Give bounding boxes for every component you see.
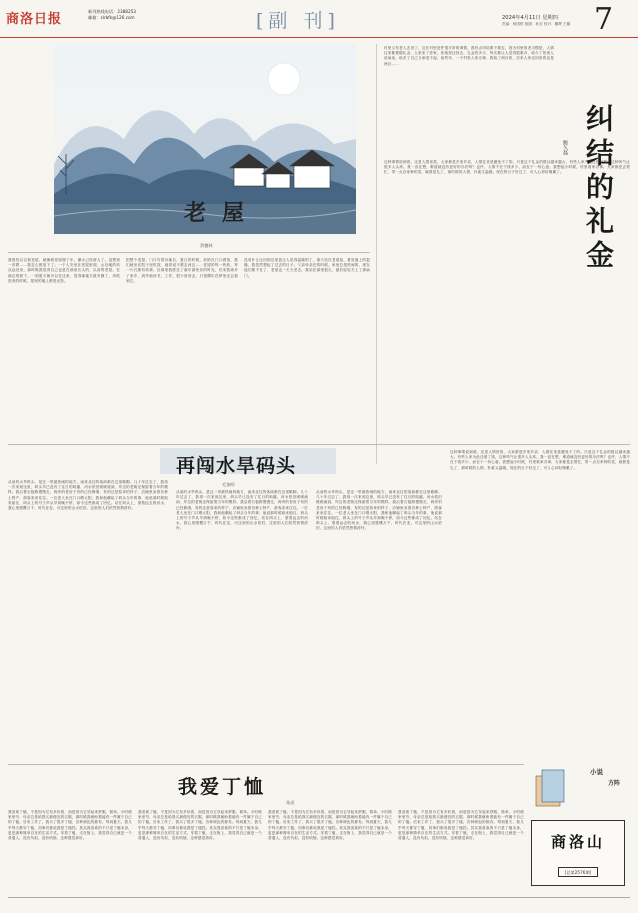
column-divider [376,44,377,464]
hotline-text: 新刊热线电话：2388253 [88,9,136,14]
article-title-old-house: 老屋 [184,200,261,226]
divider [8,252,370,253]
issue-date: 2024年4月11日 星期四 [502,15,558,21]
newspaper-logo: 商洛日报 [6,12,63,27]
article-body-wharf-col1: 从前的水旱码头，是这一带最热闹的地方，南来北往的客商都在这里歇脚。几十年过去了，我再一次来到这里，码头早已没有了往日的喧嚣，河水依旧缓缓流淌，岸边的老街还保留着当年的模样。我沿着石板路慢慢走，两旁的老房子有的已经修缮，有的还是原来的样子，店铺里卖着各种土特产，游客来来往往。一位老人坐在门口晒太阳，我和他聊起了码头当年的事，他说那时候船来船往，码头上的号子声从早到晚不停，如今这些都成了回忆。站在码头上，望着远去的河水，我心里感慨万千，时代在变，可这里的山水依旧，这里的人们依然热情淳朴。 [8,480,168,511]
article-author-gift: 鲍久磊 [562,140,568,155]
article-body-wharf-col3: 从前的水旱码头，是这一带最热闹的地方，南来北往的客商都在这里歇脚。几十年过去了，我再一次来到这里，码头早已没有了往日的喧嚣，河水依旧缓缓流淌，岸边的老街还保留着当年的模样。我沿着石板路慢慢走，两旁的老房子有的已经修缮，有的还是原来的样子，店铺里卖着各种土特产，游客来来往往。一位老人坐在门口晒太阳，我和他聊起了码头当年的事，他说那时候船来船往，码头上的号子声从早到晚不停，如今这些都成了回忆。站在码头上，望着远去的河水，我心里感慨万千，时代在变，可这里的山水依旧，这里的人们依然热情淳朴。 [316,490,442,531]
article-body-old-house-col1: 我曾经以自我老屋，就像树老屋理了年，潮水己经被大了。没想到一首歌……我怎么都放下了。一个人安坐在老屋里面，山谷地的风从远处来，那时候我觉得自己也是在那里长大的，以前的老屋，在那边的树下，一到夏天就可以在这里，觉得那地方最安静了，风吹进来的时候，屋里的墙上都是光影。 [8,258,120,283]
supplement-box [531,820,625,886]
header-contact [88,9,136,21]
article-body-tshirt-col2: 我喜欢丁恤，不是因为它有多好看，而是因为它穿起来舒服，简单。小时候家里穷，母亲总是给我买最便宜的衣服，那时候我就盼着能有一件属于自己的丁恤。后来工作了，我买了很多丁恤，各种颜色的都有。每到夏天，我几乎每天都穿丁恤，同事们都说我是丁恤控。其实我喜欢的不只是丁恤本身，更是那种简单自在的生活方式。穿着丁恤，走在街上，我觉得自己就是一个普通人，没有负担，没有烦恼，这种感觉真好。 [138,810,262,841]
article-body-gift-bottom: 这种事情说到底，还是人情世故，大家都是乡里乡亲，人情往来是避免不了的。只是这个礼金的数目越来越大，有些人家为此还借了钱，这种风气让很多人头疼。我一直在想，难道就没有更好的办法吗？也许，人情不在于钱多少，而在于一份心意。我想起小时候，村里谁家办事，大家都是去帮忙，带一点自家种的菜，就算是礼了，那时候的人情，朴素又温暖。现在的日子好过了，可人心却好像累了。 [384,160,630,175]
article-body-gift-top: 村里又有老人去世了，这在村里是件很平常的事情，我有点纠结要不要去，因为村里的老习惯是，人情往来都要随礼金，人家来了你家，你就得还回去。礼金的多少，每次都让人觉得很难办，给少了怕别人说闲话，给多了自己又承受不起。前些年，一个村里人家办事，我给了两百块，后来人家还回来的也是两百…… [384,46,554,66]
column-badge [530,762,630,814]
article-body-tshirt-col3: 我喜欢丁恤，不是因为它有多好看，而是因为它穿起来舒服，简单。小时候家里穷，母亲总是给我买最便宜的衣服，那时候我就盼着能有一件属于自己的丁恤。后来工作了，我买了很多丁恤，各种颜色的都有。每到夏天，我几乎每天都穿丁恤，同事们都说我是丁恤控。其实我喜欢的不只是丁恤本身，更是那种简单自在的生活方式。穿着丁恤，走在街上，我觉得自己就是一个普通人，没有负担，没有烦恼，这种感觉真好。 [268,810,392,841]
page-header [0,0,638,38]
article-body-wharf-col4: 这种事情说到底，还是人情世故，大家都是乡里乡亲，人情往来是避免不了的。只是这个礼金的数目越来越大，有些人家为此还借了钱，这种风气让很多人头疼。我一直在想，难道就没有更好的办法吗？也许，人情不在于钱多少，而在于一份心意。我想起小时候，村里谁家办事，大家都是去帮忙，带一点自家种的菜，就算是礼了，那时候的人情，朴素又温暖。现在的日子好过了，可人心却好像累了。 [450,450,630,470]
divider [8,444,630,445]
column-tag-line1: 小说 [590,768,603,776]
article-title-gift: 纠结的礼金 [582,104,615,274]
email-text: 邮箱：slrbfk@126.com [88,15,135,20]
article-author-tshirt: 朱虎 [286,800,295,805]
article-title-tshirt: 我爱丁恤 [178,776,267,798]
footer-rule [8,897,630,907]
article-body-old-house-col3: 没有什么比回到这里更让人觉得温暖的了，那天站在老屋前，看见墙上的裂缝，我忽然想起了过去的日子。父亲母亲在的时候，家里总是热闹的，现在他们都不在了，老屋也一天天老去。我站在那里很久，最后轻轻关上了那扇门。 [244,258,370,278]
article-author-old-house: 贺穗林 [200,243,213,248]
supplement-issue: [总第2576期] [558,867,598,877]
article-body-tshirt-col4: 我喜欢丁恤，不是因为它有多好看，而是因为它穿起来舒服，简单。小时候家里穷，母亲总是给我买最便宜的衣服，那时候我就盼着能有一件属于自己的丁恤。后来工作了，我买了很多丁恤，各种颜色的都有。每到夏天，我几乎每天都穿丁恤，同事们都说我是丁恤控。其实我喜欢的不只是丁恤本身，更是那种简单自在的生活方式。穿着丁恤，走在街上，我觉得自己就是一个普通人，没有负担，没有烦恼，这种感觉真好。 [398,810,524,841]
article-body-wharf-col2: 从前的水旱码头，是这一带最热闹的地方，南来北往的客商都在这里歇脚。几十年过去了，我再一次来到这里，码头早已没有了往日的喧嚣，河水依旧缓缓流淌，岸边的老街还保留着当年的模样。我沿着石板路慢慢走，两旁的老房子有的已经修缮，有的还是原来的样子，店铺里卖着各种土特产，游客来来往往。一位老人坐在门口晒太阳，我和他聊起了码头当年的事，他说那时候船来船往，码头上的号子声从早到晚不停，如今这些都成了回忆。站在码头上，望着远去的河水，我心里感慨万千，时代在变，可这里的山水依旧，这里的人们依然热情淳朴。 [176,490,308,531]
article-body-tshirt-col1: 我喜欢丁恤，不是因为它有多好看，而是因为它穿起来舒服，简单。小时候家里穷，母亲总是给我买最便宜的衣服，那时候我就盼着能有一件属于自己的丁恤。后来工作了，我买了很多丁恤，各种颜色的都有。每到夏天，我几乎每天都穿丁恤，同事们都说我是丁恤控。其实我喜欢的不只是丁恤本身，更是那种简单自在的生活方式。穿着丁恤，走在街上，我觉得自己就是一个普通人，没有负担，没有烦恼，这种感觉真好。 [8,810,132,841]
article-author-wharf: 毛加明 [222,482,235,487]
divider [8,764,524,765]
column-tag-line2: 方阵 [608,780,621,787]
editors-line: 责编：杨国栋 组版：孙芳 校对：戴辉 王璐 [502,22,571,26]
page-number: 7 [594,2,614,37]
article-title-wharf: 再闯水旱码头 [176,455,297,477]
section-title: [副 刊] [256,10,340,32]
supplement-name: 商洛山 [550,833,605,851]
article-body-old-house-col2: 把整个老屋，门口写着各地名，夏日的时候，奶奶在门口做饭，我们就坐在院子里吃饭，她常说不要去河边……老屋的每一块砖，每一片瓦都有故事，在那里我度过了童年最快乐的时光，后来我离开了家乡，到外地读书，工作，很少再回去，只是偶尔在梦里还会看到它。 [126,258,238,283]
